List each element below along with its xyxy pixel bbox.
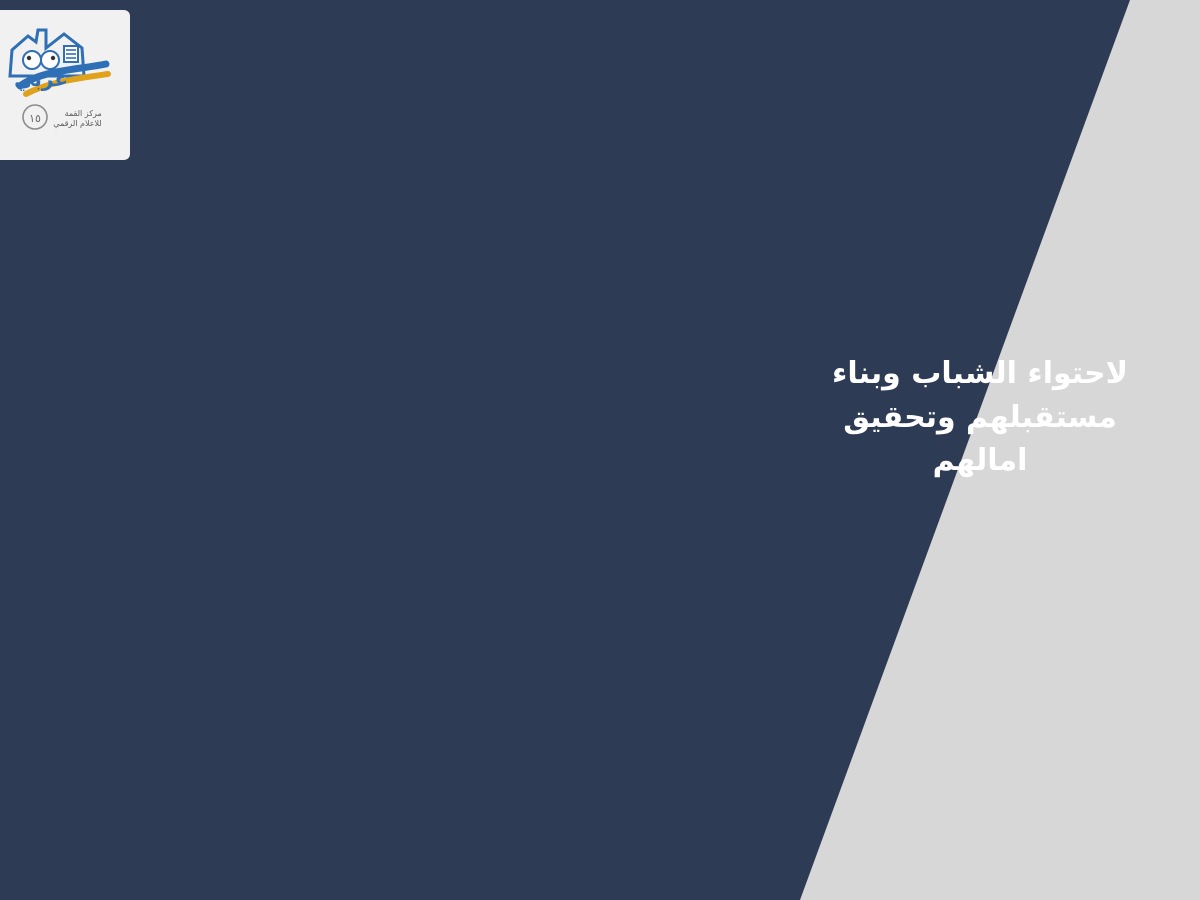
logo-monogram: [22, 104, 48, 134]
logo-subbrand: [22, 104, 101, 134]
svg-text:عربي: عربي: [14, 67, 68, 91]
logo-subbrand-text: مركز القمة للاعلام الرقمي: [53, 109, 102, 128]
logo-icon: [2, 16, 122, 102]
svg-text:١٥: ١٥: [29, 112, 42, 125]
page-title: لاحتواء الشباب وبناء مستقبلهم وتحقيق امالهم: [831, 356, 1128, 478]
logo-box: [0, 10, 130, 160]
